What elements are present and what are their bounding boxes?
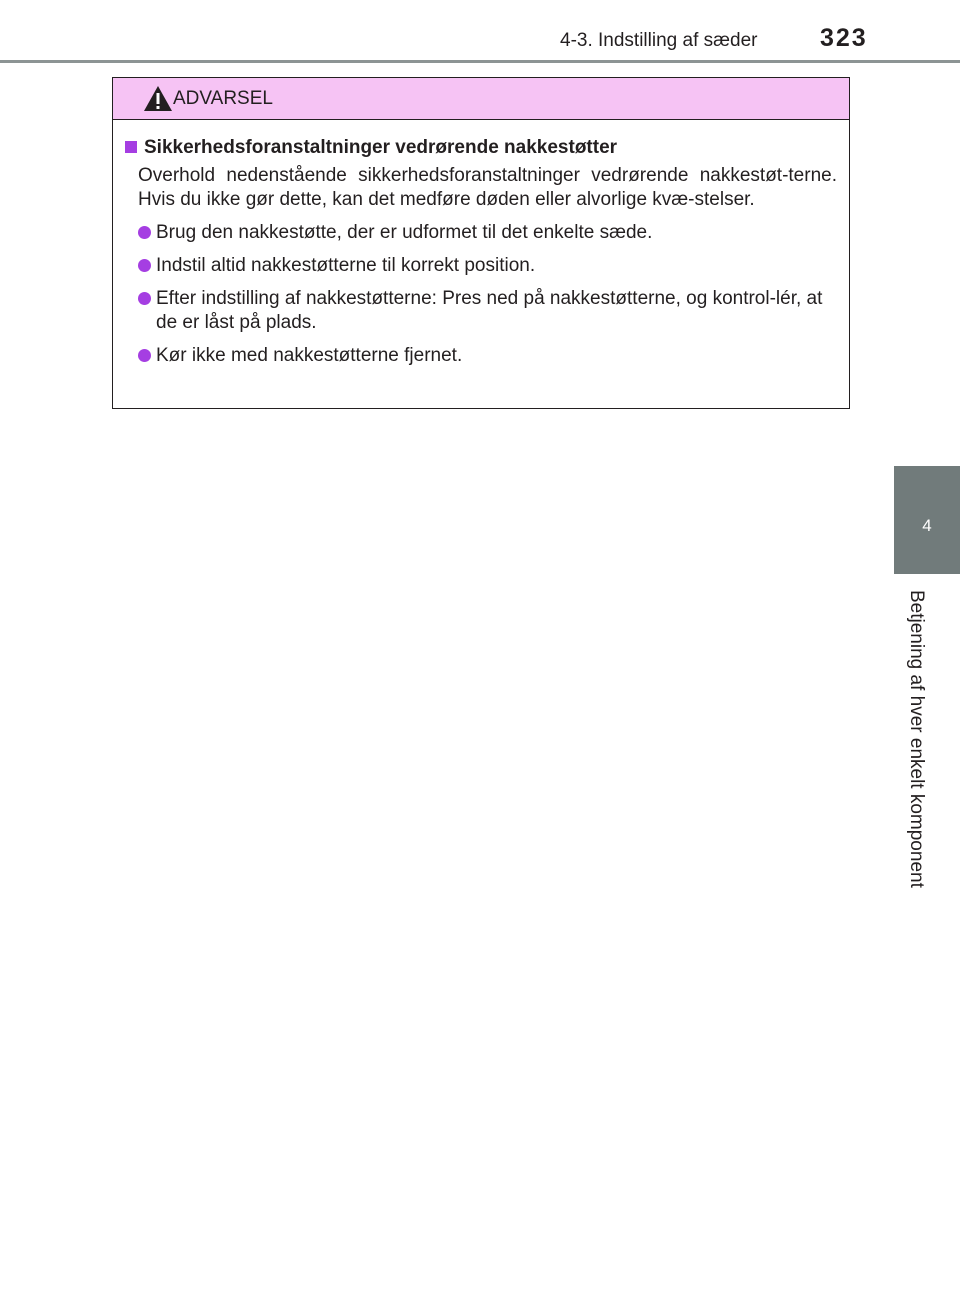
list-item bbox=[138, 287, 837, 335]
warning-heading: Sikkerhedsforanstaltninger vedrørende nakkestøtter bbox=[144, 137, 618, 158]
list-item-text: Brug den nakkestøtte, der er udformet til det enkelte sæde. bbox=[156, 222, 653, 243]
warning-header bbox=[113, 78, 849, 120]
list-item-text: Indstil altid nakkestøtterne til korrekt position. bbox=[156, 255, 536, 276]
dot-bullet-icon bbox=[138, 349, 151, 362]
warning-box bbox=[112, 77, 850, 409]
header-divider bbox=[0, 60, 960, 63]
chapter-tab bbox=[894, 466, 960, 574]
chapter-number: 4 bbox=[922, 516, 932, 535]
dot-bullet-icon bbox=[138, 292, 151, 305]
dot-bullet-icon bbox=[138, 259, 151, 272]
square-bullet-icon bbox=[125, 141, 137, 153]
list-item bbox=[138, 221, 837, 245]
chapter-title: Betjening af hver enkelt komponent bbox=[906, 590, 927, 888]
page-number: 323 bbox=[820, 24, 868, 52]
warning-body bbox=[113, 120, 849, 368]
list-item-text: Kør ikke med nakkestøtterne fjernet. bbox=[156, 345, 463, 366]
warning-triangle-icon bbox=[143, 85, 173, 112]
warning-heading-row bbox=[125, 136, 837, 160]
dot-bullet-icon bbox=[138, 226, 151, 239]
warning-intro: Overhold nedenstående sikkerhedsforanstaltninger vedrørende nakkestøt-terne. Hvis du ikke gør dette, kan det medføre døden eller alvorlige kvæ-stelser. bbox=[138, 165, 837, 210]
list-item-text: Efter indstilling af nakkestøtterne: Pres ned på nakkestøtterne, og kontrol-lér, at de er låst på plads. bbox=[156, 288, 823, 333]
list-item bbox=[138, 344, 837, 368]
list-item bbox=[138, 254, 837, 278]
warning-title: ADVARSEL bbox=[173, 88, 273, 109]
section-title: 4-3. Indstilling af sæder bbox=[560, 30, 758, 51]
